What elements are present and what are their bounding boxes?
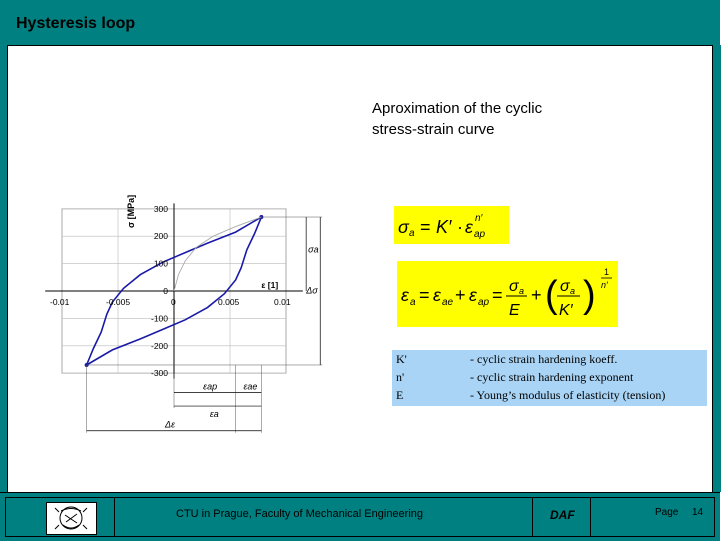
page-number: 14 [692,507,704,518]
svg-text:ae: ae [442,297,454,308]
svg-text:): ) [583,274,596,316]
svg-text:=: = [420,217,431,237]
y-tick-label: -200 [150,340,168,351]
label-eps-ae: εae [243,381,258,392]
x-axis-label: ε [1] [261,280,279,290]
x-tick-label: -0.01 [50,297,70,307]
svg-text:ε: ε [433,285,441,305]
symbol-n: n' [396,370,405,384]
university-logo [46,502,97,535]
symbols-legend [392,350,707,406]
svg-text:ε: ε [465,217,473,237]
label-eps-ap: εap [203,381,218,392]
svg-text:+: + [531,285,542,305]
svg-text:ε: ε [401,285,409,305]
y-tick-label: -100 [150,313,168,324]
y-tick-label: 0 [163,286,168,296]
svg-text:(: ( [545,274,558,316]
svg-text:=: = [492,285,503,305]
svg-text:=: = [419,285,430,305]
subtitle-line-1: Aproximation of the cyclic [372,100,543,117]
y-tick-label: 200 [153,231,168,242]
symbol-n-description: - cyclic strain hardening exponent [470,370,634,384]
footer-separator [532,498,533,536]
svg-text:n′: n′ [475,213,483,224]
symbol-k: K' [396,352,407,366]
label-sigma-a: σa [308,244,319,255]
svg-text:ε: ε [469,285,477,305]
x-tick-label: 0 [171,297,176,307]
subtitle-line-2: stress-strain curve [372,121,495,138]
svg-text:a: a [409,228,415,239]
label-eps-a: εa [209,409,219,420]
svg-text:K′: K′ [436,217,452,237]
svg-text:+: + [455,285,466,305]
equation-strain-amplitude [397,261,618,327]
y-axis-label: σ [MPa] [126,194,136,228]
svg-text:σ: σ [560,278,570,295]
svg-text:σ: σ [398,217,409,237]
symbol-e: E [396,388,404,402]
svg-text:n′: n′ [601,280,608,290]
label-delta-eps: Δε [165,419,176,430]
svg-text:ap: ap [478,297,490,308]
symbol-e-description: - Young’s modulus of elasticity (tension) [470,388,666,402]
footer-dept: DAF [550,508,575,522]
slide-title: Hysteresis loop [16,15,136,32]
svg-text:a: a [570,286,576,296]
svg-text:K′: K′ [559,302,573,319]
svg-text:ap: ap [474,229,486,240]
footer [0,492,720,541]
svg-text:a: a [410,297,416,308]
left-border [0,45,8,492]
footer-institution: CTU in Prague, Faculty of Mechanical Engineering [176,508,424,520]
svg-text:E: E [509,302,520,319]
page-label: Page [655,507,679,518]
subtitle [372,98,542,140]
label-delta-sigma: Δσ [306,285,318,296]
x-tick-label: 0.005 [218,297,240,307]
hysteresis-chart [50,194,352,449]
svg-text:σ: σ [509,278,519,295]
x-tick-label: 0.01 [274,297,291,307]
title-bar [0,0,720,46]
footer-separator [114,498,115,536]
footer-separator [590,498,591,536]
symbol-k-description: - cyclic strain hardening koeff. [470,352,618,366]
x-tick-label: -0.005 [106,297,131,307]
y-tick-label: 300 [153,203,168,214]
svg-text:1: 1 [604,267,610,277]
svg-text:a: a [519,286,525,296]
right-border [712,45,721,492]
svg-text:·: · [457,217,463,237]
y-tick-label: 100 [153,258,168,269]
y-tick-label: -300 [150,368,168,379]
equation-cyclic-curve [394,206,509,244]
